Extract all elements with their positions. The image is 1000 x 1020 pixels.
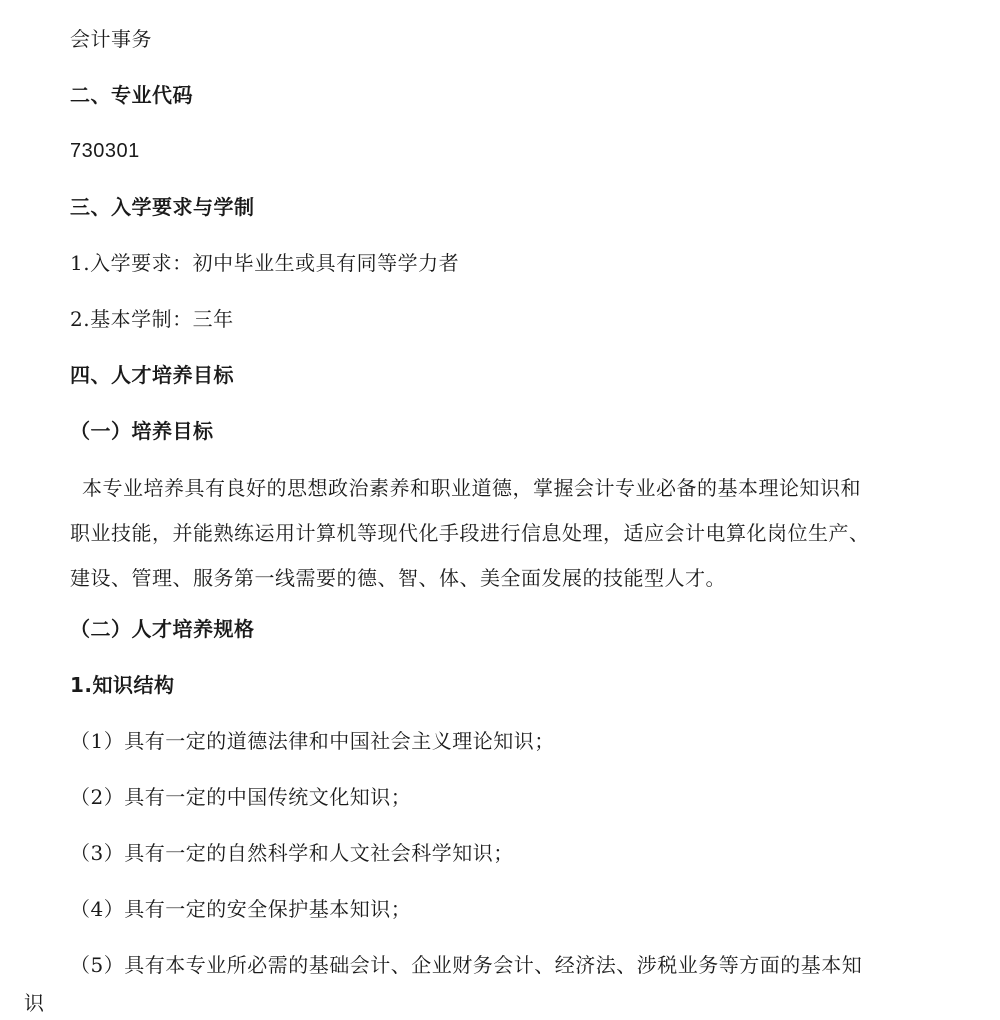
cutoff-text: 识 [24,991,45,1015]
subheading-spec: （二）人才培养规格 [70,617,255,641]
section-heading-code: 二、专业代码 [70,83,193,107]
section-heading-admission: 三、入学要求与学制 [70,195,255,219]
study-length: 2.基本学制：三年 [70,307,234,331]
goal-paragraph [70,466,920,601]
list-item: （1）具有一定的道德法律和中国社会主义理论知识； [70,729,555,753]
goal-paragraph-line: 职业技能，并能熟练运用计算机等现代化手段进行信息处理，适应会计电算化岗位生产、 [70,521,870,545]
goal-paragraph-line: 本专业培养具有良好的思想政治素养和职业道德，掌握会计专业必备的基本理论知识和 [82,476,861,500]
list-item: （3）具有一定的自然科学和人文社会科学知识； [70,841,514,865]
section-heading-goals: 四、人才培养目标 [70,363,234,387]
admission-requirement: 1.入学要求：初中毕业生或具有同等学力者 [70,251,460,275]
list-item: （4）具有一定的安全保护基本知识； [70,897,412,921]
heading-knowledge: 1.知识结构 [70,673,175,697]
major-name: 会计事务 [70,27,152,51]
goal-paragraph-line: 建设、管理、服务第一线需要的德、智、体、美全面发展的技能型人才。 [70,566,726,590]
subheading-goal: （一）培养目标 [70,419,214,443]
list-item: （5）具有本专业所必需的基础会计、企业财务会计、经济法、涉税业务等方面的基本知 [70,953,863,977]
list-item: （2）具有一定的中国传统文化知识； [70,785,412,809]
major-code: 730301 [70,140,140,162]
